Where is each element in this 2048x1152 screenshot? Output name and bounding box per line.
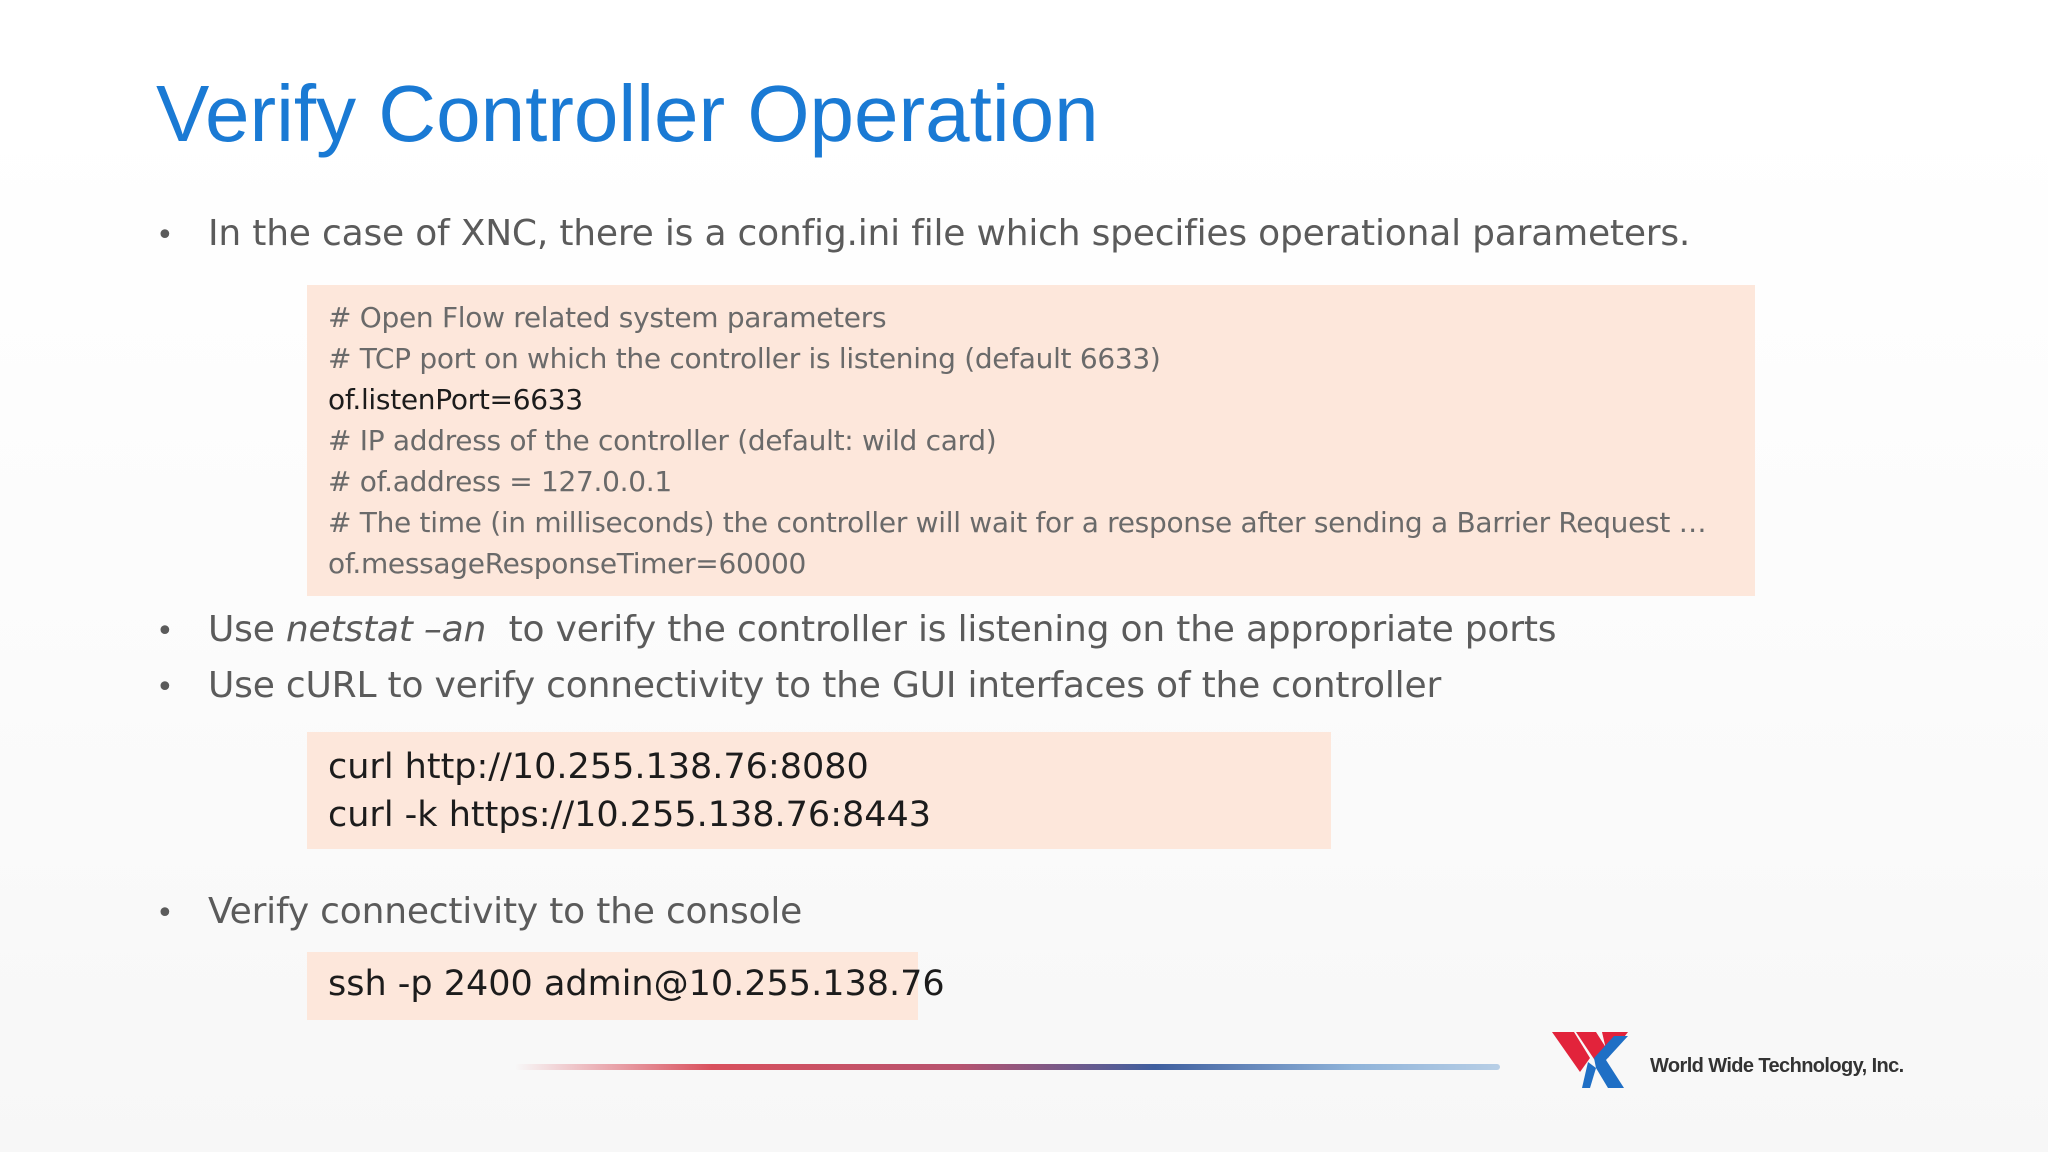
logo-company-name: World Wide Technology, Inc.	[1650, 1055, 1904, 1077]
bullet-curl	[156, 664, 1441, 710]
bullet-symbol: •	[156, 670, 174, 705]
curl-command-line: curl http://10.255.138.76:8080	[328, 747, 869, 787]
wwt-logo-icon	[1550, 1028, 1650, 1092]
curl-code-block	[307, 732, 1331, 849]
curl-command-line: curl -k https://10.255.138.76:8443	[328, 795, 932, 835]
ssh-code-block	[307, 952, 945, 1020]
config-code-block	[307, 285, 1755, 596]
bullet-symbol: •	[156, 896, 174, 931]
config-line: # The time (in milliseconds) the controller will wait for a response after sending a Barrier Request …	[328, 506, 1707, 539]
bullet-text: Verify connectivity to the console	[208, 891, 803, 932]
config-line: # IP address of the controller (default: wild card)	[328, 424, 997, 457]
config-line: of.listenPort=6633	[328, 383, 583, 416]
company-logo	[1550, 1028, 1910, 1092]
bullet-symbol: •	[156, 218, 174, 253]
config-line: # Open Flow related system parameters	[328, 301, 887, 334]
ssh-command-line: ssh -p 2400 admin@10.255.138.76	[328, 964, 945, 1004]
bullet-text: Use cURL to verify connectivity to the GUI interfaces of the controller	[208, 665, 1442, 706]
bullet-netstat	[156, 608, 1556, 654]
slide-title: Verify Controller Operation	[156, 69, 1099, 158]
bullet-symbol: •	[156, 614, 174, 649]
bullet-text-prefix: Use	[208, 609, 286, 650]
bullet-text-suffix: to verify the controller is listening on the appropriate ports	[486, 609, 1557, 650]
bullet-console	[156, 890, 802, 936]
bullet-config-ini	[156, 212, 1690, 258]
config-line: # of.address = 127.0.0.1	[328, 465, 672, 498]
config-line: of.messageResponseTimer=60000	[328, 547, 807, 580]
config-line: # TCP port on which the controller is listening (default 6633)	[328, 342, 1161, 375]
bullet-text: In the case of XNC, there is a config.ini file which specifies operational parameters.	[208, 213, 1691, 254]
bullet-text-command: netstat –an	[285, 609, 487, 650]
footer-divider-line	[515, 1064, 1500, 1070]
